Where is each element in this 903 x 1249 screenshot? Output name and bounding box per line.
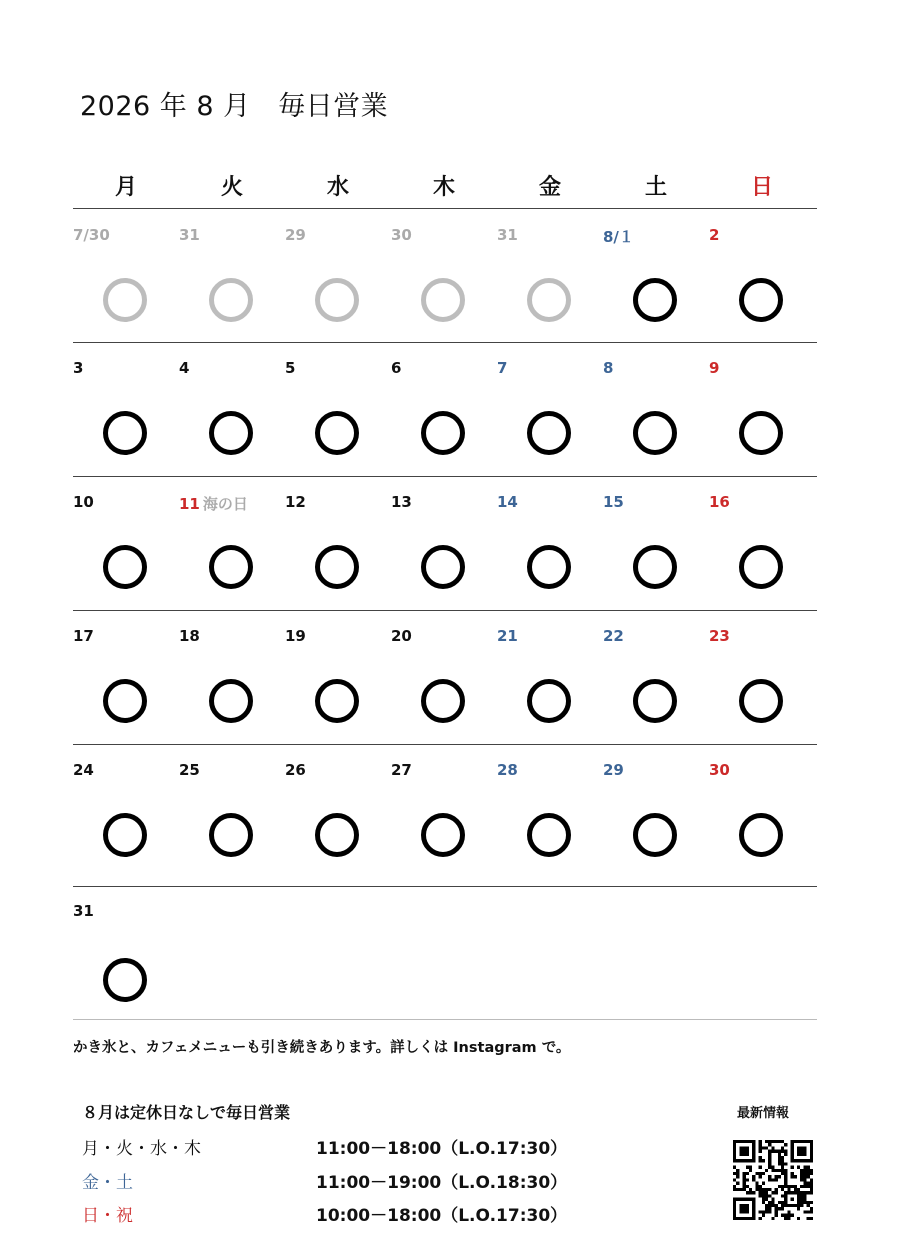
day-number	[709, 359, 719, 377]
day-number-text: 29	[285, 226, 306, 244]
open-circle-icon	[633, 813, 677, 857]
day-number	[285, 359, 295, 377]
day-number-text: 7	[497, 359, 508, 377]
open-circle-icon	[739, 679, 783, 723]
day-number	[179, 359, 189, 377]
day-number-text: 31	[497, 226, 518, 244]
calendar-day	[73, 745, 179, 878]
day-number-text: 26	[285, 761, 306, 779]
calendar-bottom-divider	[73, 1019, 817, 1020]
open-circle-icon	[527, 411, 571, 455]
calendar-day	[391, 745, 497, 878]
calendar-day	[179, 745, 285, 878]
calendar-day	[285, 745, 391, 878]
day-number-text: 29	[603, 761, 624, 779]
day-number-text: 14	[497, 493, 518, 511]
day-number	[73, 359, 83, 377]
calendar-day	[603, 611, 709, 744]
calendar-day	[285, 210, 391, 343]
open-circle-icon	[739, 278, 783, 322]
hours-days: 日・祝	[82, 1206, 133, 1226]
open-circle-icon	[633, 278, 677, 322]
calendar-day	[709, 611, 815, 744]
day-number	[73, 627, 94, 645]
open-circle-icon	[315, 545, 359, 589]
calendar-day	[391, 210, 497, 343]
open-circle-icon	[633, 411, 677, 455]
calendar-day	[497, 210, 603, 343]
calendar-day	[709, 477, 815, 610]
weekday-label: 火	[220, 175, 243, 200]
day-number	[73, 493, 94, 511]
calendar-day	[497, 477, 603, 610]
calendar-day	[603, 343, 709, 476]
day-number-text: 8	[603, 359, 614, 377]
day-number	[73, 902, 94, 920]
day-number-text: 28	[497, 761, 518, 779]
open-circle-icon	[739, 813, 783, 857]
open-circle-icon	[633, 679, 677, 723]
day-number-text: 17	[73, 627, 94, 645]
calendar-day	[73, 477, 179, 610]
day-number-text: 31	[73, 902, 94, 920]
open-circle-icon	[103, 679, 147, 723]
open-circle-icon	[633, 545, 677, 589]
day-number	[603, 761, 624, 779]
calendar-day	[285, 611, 391, 744]
day-number	[391, 627, 412, 645]
calendar-day	[285, 477, 391, 610]
weekday-label: 水	[326, 175, 349, 200]
weekday-label: 日	[750, 175, 773, 200]
weekday-label: 木	[432, 175, 455, 200]
open-circle-icon	[527, 545, 571, 589]
inactive-circle-icon	[209, 278, 253, 322]
calendar-day	[391, 611, 497, 744]
calendar-day	[179, 210, 285, 343]
calendar-day	[73, 886, 179, 1019]
calendar-day	[603, 745, 709, 878]
day-number	[709, 761, 730, 779]
page-title: 2026 年 8 月 毎日営業	[80, 91, 389, 122]
open-circle-icon	[103, 545, 147, 589]
day-number	[603, 627, 624, 645]
calendar-day	[285, 343, 391, 476]
open-circle-icon	[527, 813, 571, 857]
calendar-day	[391, 477, 497, 610]
day-number-text: 8/１	[603, 228, 634, 246]
day-number	[603, 493, 624, 511]
day-number-text: 30	[709, 761, 730, 779]
open-circle-icon	[315, 679, 359, 723]
open-circle-icon	[209, 545, 253, 589]
news-label: 最新情報	[737, 1106, 790, 1121]
open-circle-icon	[421, 411, 465, 455]
hours-time: 10:00－18:00（L.O.17:30）	[316, 1206, 568, 1226]
day-number	[179, 226, 200, 244]
day-number-text: 7/30	[73, 226, 110, 244]
open-circle-icon	[421, 545, 465, 589]
hours-time: 11:00－19:00（L.O.18:30）	[316, 1173, 568, 1193]
qr-code-icon[interactable]	[733, 1140, 813, 1220]
open-circle-icon	[739, 545, 783, 589]
open-circle-icon	[103, 813, 147, 857]
day-number-text: 10	[73, 493, 94, 511]
weekday-label: 金	[538, 175, 561, 200]
day-number	[285, 226, 306, 244]
day-number-text: 4	[179, 359, 190, 377]
day-number	[391, 359, 401, 377]
week-divider	[73, 886, 817, 887]
calendar-day	[497, 745, 603, 878]
day-number	[497, 359, 507, 377]
header-divider	[73, 208, 817, 209]
day-number	[179, 627, 200, 645]
inactive-circle-icon	[421, 278, 465, 322]
day-number	[391, 226, 412, 244]
day-number-text: 18	[179, 627, 200, 645]
calendar-day	[179, 477, 285, 610]
hours-time: 11:00－18:00（L.O.17:30）	[316, 1139, 568, 1159]
day-number	[709, 493, 730, 511]
day-number-text: 24	[73, 761, 94, 779]
open-circle-icon	[209, 679, 253, 723]
calendar-day	[179, 343, 285, 476]
day-number	[285, 493, 306, 511]
day-number	[497, 627, 518, 645]
day-number-text: 31	[179, 226, 200, 244]
open-circle-icon	[421, 679, 465, 723]
weekday-header	[73, 170, 817, 208]
open-circle-icon	[739, 411, 783, 455]
open-circle-icon	[315, 813, 359, 857]
calendar-day	[709, 343, 815, 476]
day-number-text: 3	[73, 359, 84, 377]
day-number-text: 15	[603, 493, 624, 511]
day-number	[603, 359, 613, 377]
hours-days: 金・土	[82, 1173, 133, 1193]
calendar-day	[391, 343, 497, 476]
day-number	[603, 226, 634, 247]
open-circle-icon	[103, 411, 147, 455]
inactive-circle-icon	[527, 278, 571, 322]
calendar-day	[603, 477, 709, 610]
day-number	[179, 761, 200, 779]
calendar-day	[497, 611, 603, 744]
holiday-name: 海の日	[202, 495, 248, 513]
calendar-day	[73, 210, 179, 343]
day-number	[285, 627, 306, 645]
open-circle-icon	[527, 679, 571, 723]
day-number-text: 21	[497, 627, 518, 645]
day-number	[73, 761, 94, 779]
day-number	[391, 493, 412, 511]
day-number-text: 6	[391, 359, 402, 377]
calendar-day	[497, 343, 603, 476]
day-number-text: 11	[179, 495, 200, 513]
inactive-circle-icon	[103, 278, 147, 322]
day-number-text: 12	[285, 493, 306, 511]
open-circle-icon	[315, 411, 359, 455]
day-number-text: 16	[709, 493, 730, 511]
weekday-label: 土	[644, 175, 667, 200]
day-number	[391, 761, 412, 779]
day-number-text: 23	[709, 627, 730, 645]
calendar-day	[603, 210, 709, 343]
day-number	[179, 493, 248, 514]
calendar-day	[73, 343, 179, 476]
calendar-day	[709, 210, 815, 343]
menu-note: かき氷と、カフェメニューも引き続きあります。詳しくは Instagram で。	[73, 1040, 571, 1056]
day-number-text: 27	[391, 761, 412, 779]
calendar-day	[73, 611, 179, 744]
day-number-text: 5	[285, 359, 296, 377]
day-number-text: 25	[179, 761, 200, 779]
hours-days: 月・火・水・木	[82, 1139, 201, 1159]
day-number-text: 19	[285, 627, 306, 645]
weekday-label: 月	[114, 175, 137, 200]
day-number-text: 30	[391, 226, 412, 244]
day-number	[285, 761, 306, 779]
day-number	[497, 226, 518, 244]
open-circle-icon	[209, 813, 253, 857]
calendar-day	[709, 745, 815, 878]
open-circle-icon	[421, 813, 465, 857]
day-number	[709, 226, 719, 244]
day-number	[709, 627, 730, 645]
day-number	[73, 226, 110, 244]
day-number-text: 20	[391, 627, 412, 645]
open-circle-icon	[103, 958, 147, 1002]
day-number-text: 13	[391, 493, 412, 511]
day-number	[497, 761, 518, 779]
day-number-text: 9	[709, 359, 720, 377]
day-number-text: 2	[709, 226, 720, 244]
hours-title: ８月は定休日なしで毎日営業	[82, 1103, 291, 1122]
inactive-circle-icon	[315, 278, 359, 322]
calendar-day	[179, 611, 285, 744]
day-number	[497, 493, 518, 511]
day-number-text: 22	[603, 627, 624, 645]
open-circle-icon	[209, 411, 253, 455]
